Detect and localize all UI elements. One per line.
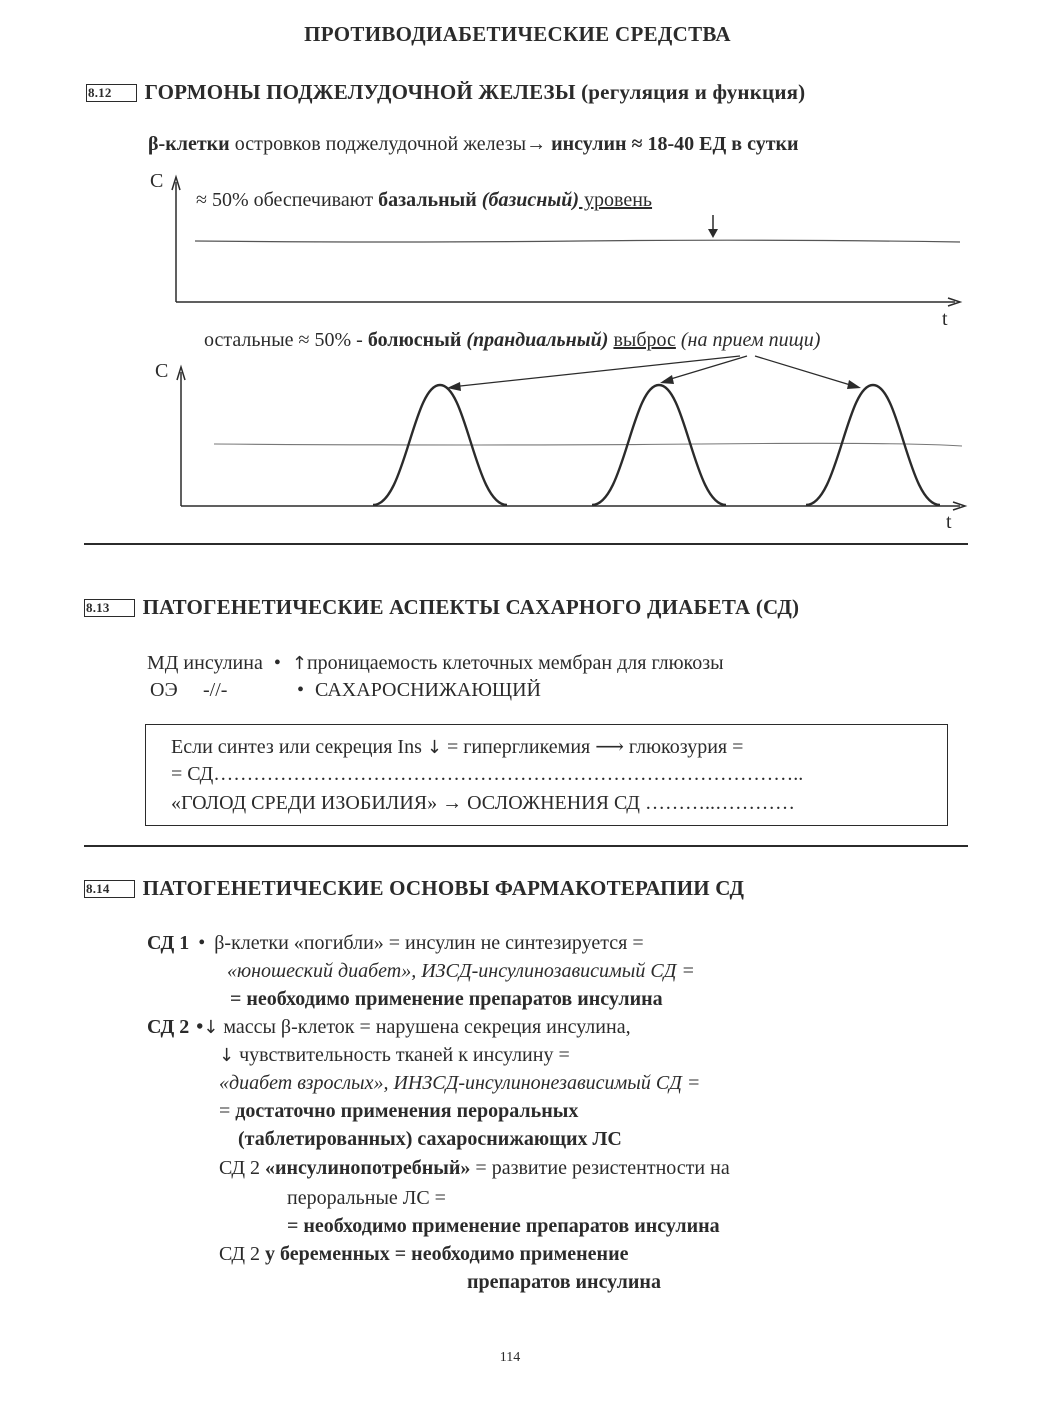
beta-cells-text: островков поджелудочной железы (229, 133, 527, 155)
peak-3 (806, 385, 940, 505)
bolus-release-word: выброс (613, 329, 676, 351)
sd2-insulin-requiring-line-2: пероральные ЛС = (287, 1187, 446, 1209)
sd1-label: СД 1 (147, 932, 190, 954)
sd2-text-4: достаточно применения пероральных (235, 1100, 579, 1122)
section-number: 8.13 (84, 599, 135, 617)
sd2-line-1 (147, 1016, 631, 1039)
t-axis-label-2: t (946, 511, 952, 533)
bolus-term: болюсный (367, 329, 462, 351)
bullet: • (196, 1016, 204, 1038)
basal-synonym: (базисный) (481, 189, 580, 211)
sd2-pregnant-line-2: препаратов инсулина (467, 1271, 661, 1293)
arrowhead-icon (847, 380, 861, 389)
sd2-text-1: массы β-клеток = нарушена секреция инсулина, (218, 1016, 631, 1038)
oe-effect: САХАРОСНИЖАЮЩИЙ (315, 679, 541, 701)
down-arrow-icon: ↓ (203, 1017, 219, 1038)
page-number: 114 (499, 1350, 521, 1365)
bullet: • (297, 679, 305, 701)
section-divider (84, 845, 968, 847)
sd2-line-5: (таблетированных) сахароснижающих ЛС (238, 1128, 622, 1150)
oe-line (297, 679, 541, 702)
arrowhead-icon (660, 375, 674, 384)
oe-ditto: -//- (203, 679, 228, 701)
bolus-meal-note: (на прием пищи) (675, 329, 821, 351)
basal-text-1: ≈ 50% обеспечивают (196, 189, 379, 211)
bolus-peaks-diagram (0, 0, 1050, 540)
md-line (147, 652, 724, 675)
sd2i-text: = развитие резистентности на (470, 1157, 730, 1179)
basal-level-word: уровень (579, 189, 653, 211)
sd2p-label: СД 2 (219, 1243, 265, 1265)
arrow-right-icon: → (526, 133, 547, 155)
sd2-insulin-requiring-line-1 (219, 1157, 730, 1180)
sd2p-text: у беременных = необходимо применение (265, 1243, 629, 1265)
box-line-2: = СД…………………………………………………………………………….. (171, 763, 804, 785)
bullet: • (273, 652, 281, 674)
oe-label: ОЭ (150, 679, 178, 701)
pointer-peak-3 (755, 356, 857, 387)
bolus-synonym: (прандиальный) (466, 329, 609, 351)
sd1-line-1 (147, 932, 644, 955)
section-title: ПАТОГЕНЕТИЧЕСКИЕ ОСНОВЫ ФАРМАКОТЕРАПИИ СД (142, 876, 745, 900)
basal-term: базальный (378, 189, 477, 211)
basal-level-line-2 (214, 443, 962, 446)
sd2-insulin-requiring-line-3: = необходимо применение препаратов инсулина (287, 1215, 720, 1237)
down-arrow-icon: ↓ (426, 737, 442, 758)
section-divider (84, 543, 968, 545)
sd2-text-2: чувствительность тканей к инсулину = (234, 1044, 570, 1066)
t-axis-label: t (942, 308, 948, 330)
section-8-13-heading (84, 595, 799, 620)
c-axis-label: С (150, 170, 164, 192)
section-8-14-heading (84, 876, 744, 901)
page-title: ПРОТИВОДИАБЕТИЧЕСКИЕ СРЕДСТВА (304, 22, 731, 46)
sd2-line-4 (219, 1100, 578, 1123)
c-axis-label-2: С (155, 360, 169, 382)
box-text-1: Если синтез или секреция Ins (171, 736, 427, 758)
box-text-2: = гипергликемия ⟶ глюкозурия = (441, 736, 744, 758)
beta-cells-term: β-клетки (148, 133, 230, 155)
sd1-line-3: = необходимо применение препаратов инсулина (230, 988, 663, 1010)
md-label: МД инсулина (147, 652, 263, 674)
down-arrow-icon: ↓ (219, 1045, 235, 1066)
section-number: 8.14 (84, 880, 135, 898)
sd2-line-2 (219, 1044, 570, 1067)
sd2i-term: «инсулинопотребный» (265, 1157, 471, 1179)
section-title: ПАТОГЕНЕТИЧЕСКИЕ АСПЕКТЫ САХАРНОГО ДИАБЕТА (СД) (142, 595, 800, 619)
box-line-3: «ГОЛОД СРЕДИ ИЗОБИЛИЯ» → ОСЛОЖНЕНИЯ СД ………..………… (171, 792, 795, 814)
bullet: • (198, 932, 206, 954)
sd2-equals: = (219, 1100, 236, 1122)
sd2-line-3: «диабет взрослых», ИНЗСД-инсулинонезависимый СД = (219, 1072, 701, 1094)
sd2i-label: СД 2 (219, 1157, 265, 1179)
sd2-label: СД 2 (147, 1016, 190, 1038)
md-effect: проницаемость клеточных мембран для глюкозы (306, 652, 724, 674)
sd2-pregnant-line-1 (219, 1243, 628, 1266)
box-line-1 (171, 734, 743, 759)
sd1-text-1: β-клетки «погибли» = инсулин не синтезируется = (214, 932, 644, 954)
sd1-line-2: «юношеский диабет», ИЗСД-инсулинозависимый СД = (227, 960, 695, 982)
up-arrow-icon: ↑ (291, 653, 307, 674)
insulin-output: инсулин ≈ 18-40 ЕД в сутки (546, 133, 799, 155)
section-number: 8.12 (86, 84, 137, 102)
section-title: ГОРМОНЫ ПОДЖЕЛУДОЧНОЙ ЖЕЛЕЗЫ (регуляция и функция) (144, 80, 806, 104)
bolus-text-1: остальные ≈ 50% - (204, 329, 368, 351)
